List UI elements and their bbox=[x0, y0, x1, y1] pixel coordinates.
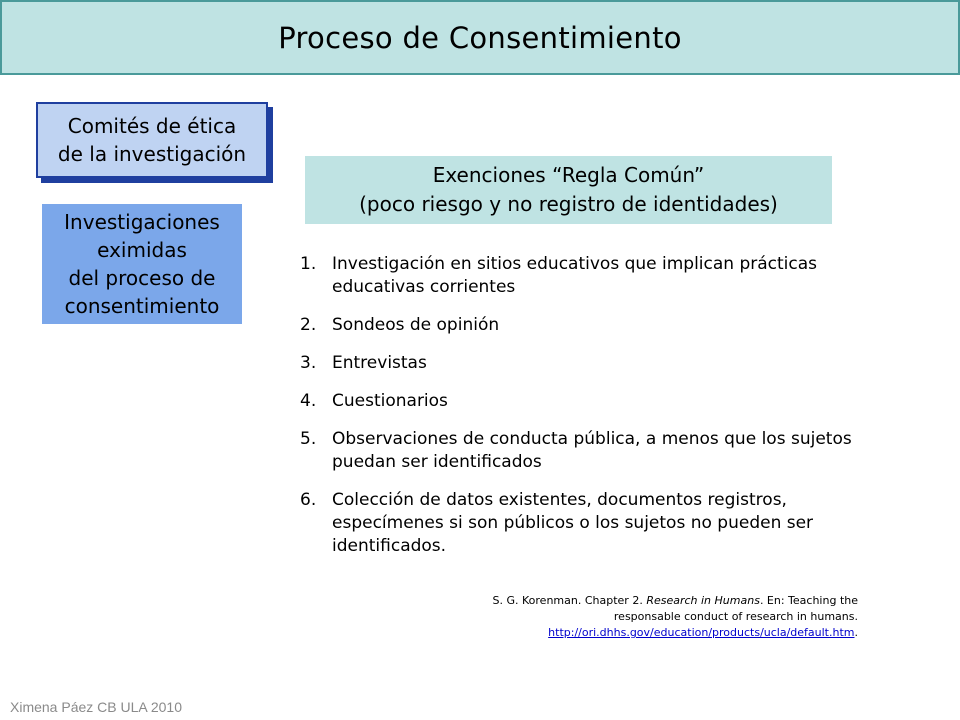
list-item bbox=[300, 352, 900, 375]
reference-link[interactable]: http://ori.dhhs.gov/education/products/ucla/default.htm bbox=[548, 626, 855, 639]
item-number: 1. bbox=[300, 254, 317, 274]
item-number: 5. bbox=[300, 429, 317, 449]
title-bar bbox=[0, 0, 960, 75]
item-number: 3. bbox=[300, 353, 317, 373]
exempt-research-box bbox=[42, 204, 242, 324]
common-rule-exemptions-box bbox=[305, 156, 832, 224]
exemptions-line-1: Exenciones “Regla Común” bbox=[432, 163, 705, 187]
reference-text-2: . En: Teaching the responsable conduct of research in humans. bbox=[613, 594, 858, 623]
exempt-line-4: consentimiento bbox=[64, 294, 220, 318]
exempt-line-2: eximidas bbox=[97, 238, 187, 262]
item-text: Investigación en sitios educativos que implican prácticas educativas corrientes bbox=[332, 254, 818, 297]
list-item bbox=[300, 489, 900, 558]
list-item bbox=[300, 253, 900, 299]
exempt-line-1: Investigaciones bbox=[64, 210, 220, 234]
list-item bbox=[300, 314, 900, 337]
exemptions-list bbox=[300, 253, 900, 573]
item-text: Cuestionarios bbox=[332, 391, 448, 411]
ethics-committees-box bbox=[36, 102, 268, 178]
committees-line-1: Comités de ética bbox=[67, 114, 237, 138]
list-item bbox=[300, 390, 900, 413]
exemptions-line-2: (poco riesgo y no registro de identidades) bbox=[359, 192, 778, 216]
list-item bbox=[300, 428, 900, 474]
item-text: Colección de datos existentes, documentos registros, especímenes si son públicos o los sujetos no pueden ser identificados. bbox=[332, 490, 814, 556]
reference-text: S. G. Korenman. Chapter 2. bbox=[492, 594, 647, 607]
reference-book-title: Research in Humans bbox=[646, 594, 760, 607]
item-number: 6. bbox=[300, 490, 317, 510]
item-text: Sondeos de opinión bbox=[332, 315, 500, 335]
item-text: Observaciones de conducta pública, a menos que los sujetos puedan ser identificados bbox=[332, 429, 852, 472]
slide-title: Proceso de Consentimiento bbox=[278, 20, 682, 55]
footer-credit: Ximena Páez CB ULA 2010 bbox=[10, 699, 182, 715]
reference-end: . bbox=[854, 626, 858, 639]
item-number: 4. bbox=[300, 391, 317, 411]
item-text: Entrevistas bbox=[332, 353, 427, 373]
item-number: 2. bbox=[300, 315, 317, 335]
reference-citation bbox=[440, 593, 858, 641]
committees-line-2: de la investigación bbox=[57, 142, 247, 166]
exempt-line-3: del proceso de bbox=[68, 266, 216, 290]
